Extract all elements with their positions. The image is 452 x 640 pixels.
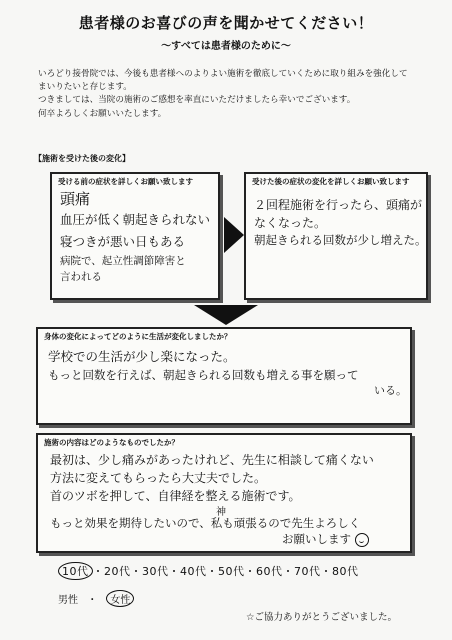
life-change-box [36,327,412,425]
life-box-label: 身体の変化によってどのように生活が変化しましたか？ [44,332,232,341]
content-line-5-text: お願いします [282,532,351,546]
arrow-down-icon [194,305,258,325]
gender-options: 男性 ・ 女性 [58,590,134,607]
life-line-1: 学校での生活が少し楽になった。 [48,349,236,364]
intro-line: まいりたいと存じます。 [38,82,132,93]
thanks-message: ☆ご協力ありがとうございました。 [246,612,398,623]
content-line-5 [282,531,369,547]
before-line-4: 病院で、起立性調節障害と [60,255,186,267]
content-line-1: 最初は、少し痛みがあったけれど、先生に相談して痛くない [50,453,374,467]
intro-line: いろどり接骨院では、今後も患者様へのよりよい施術を徹底していくために取り組みを強化して [38,69,408,79]
life-line-2: もっと回数を行えば、朝起きられる回数も増える事を願って [48,368,359,382]
section-label: 【施術を受けた後の変化】 [34,154,130,163]
age-option-10[interactable]: 10代 [58,562,93,580]
age-option-40[interactable]: 40代 [180,565,207,578]
after-symptoms-box [244,172,428,300]
before-line-5: 言われる [60,271,102,283]
after-line-2: なくなった。 [254,216,327,230]
age-option-60[interactable]: 60代 [256,565,283,578]
age-options: 10代 ・20代・30代・40代・50代・60代・70代・80代 [58,562,359,580]
page-title: 患者様のお喜びの声を聞かせてください！ [78,14,374,32]
age-option-70[interactable]: 70代 [294,565,321,578]
gender-option-female[interactable]: 女性 [106,590,134,607]
gender-option-male[interactable]: 男性 [58,595,78,606]
content-line-4: もっと効果を期待したいので、私も頑張るので先生よろしく [50,516,361,530]
intro-line: つきましては、当院の施術のご感想を率直にいただけましたら幸いでございます。 [38,95,356,106]
age-option-80[interactable]: 80代 [332,565,359,578]
arrow-right-icon [224,217,244,253]
life-line-3: いる。 [374,384,407,397]
after-box-label: 受けた後の症状の変化を詳しくお願い致します [252,177,410,186]
age-option-30[interactable]: 30代 [142,565,169,578]
age-option-20[interactable]: 20代 [104,565,131,578]
smiley-icon [355,533,369,547]
treatment-content-box [36,433,412,553]
before-box-label: 受ける前の症状を詳しくお願い致します [58,177,193,186]
content-line-2: 方法に変えてもらったら大丈夫でした。 [50,471,267,485]
before-line-3: 寝つきが悪い日もある [60,234,186,249]
age-option-50[interactable]: 50代 [218,565,245,578]
intro-text [38,68,418,121]
before-line-1: 頭痛 [60,190,91,208]
content-correction: 神 [216,507,226,518]
intro-line: 何卒よろしくお願いいたします。 [38,108,167,119]
page-subtitle: ～すべては患者様のために～ [161,41,291,52]
after-line-1: ２回程施術を行ったら、頭痛が [254,198,423,212]
before-symptoms-box [50,172,220,300]
content-box-label: 施術の内容はどのようなものでしたか？ [44,438,179,447]
content-line-3: 首のツボを押して、自律経を整える施術です。 [50,489,301,503]
after-line-3: 朝起きられる回数が少し増えた。 [254,233,427,247]
before-line-2: 血圧が低く朝起きられない [60,212,211,227]
